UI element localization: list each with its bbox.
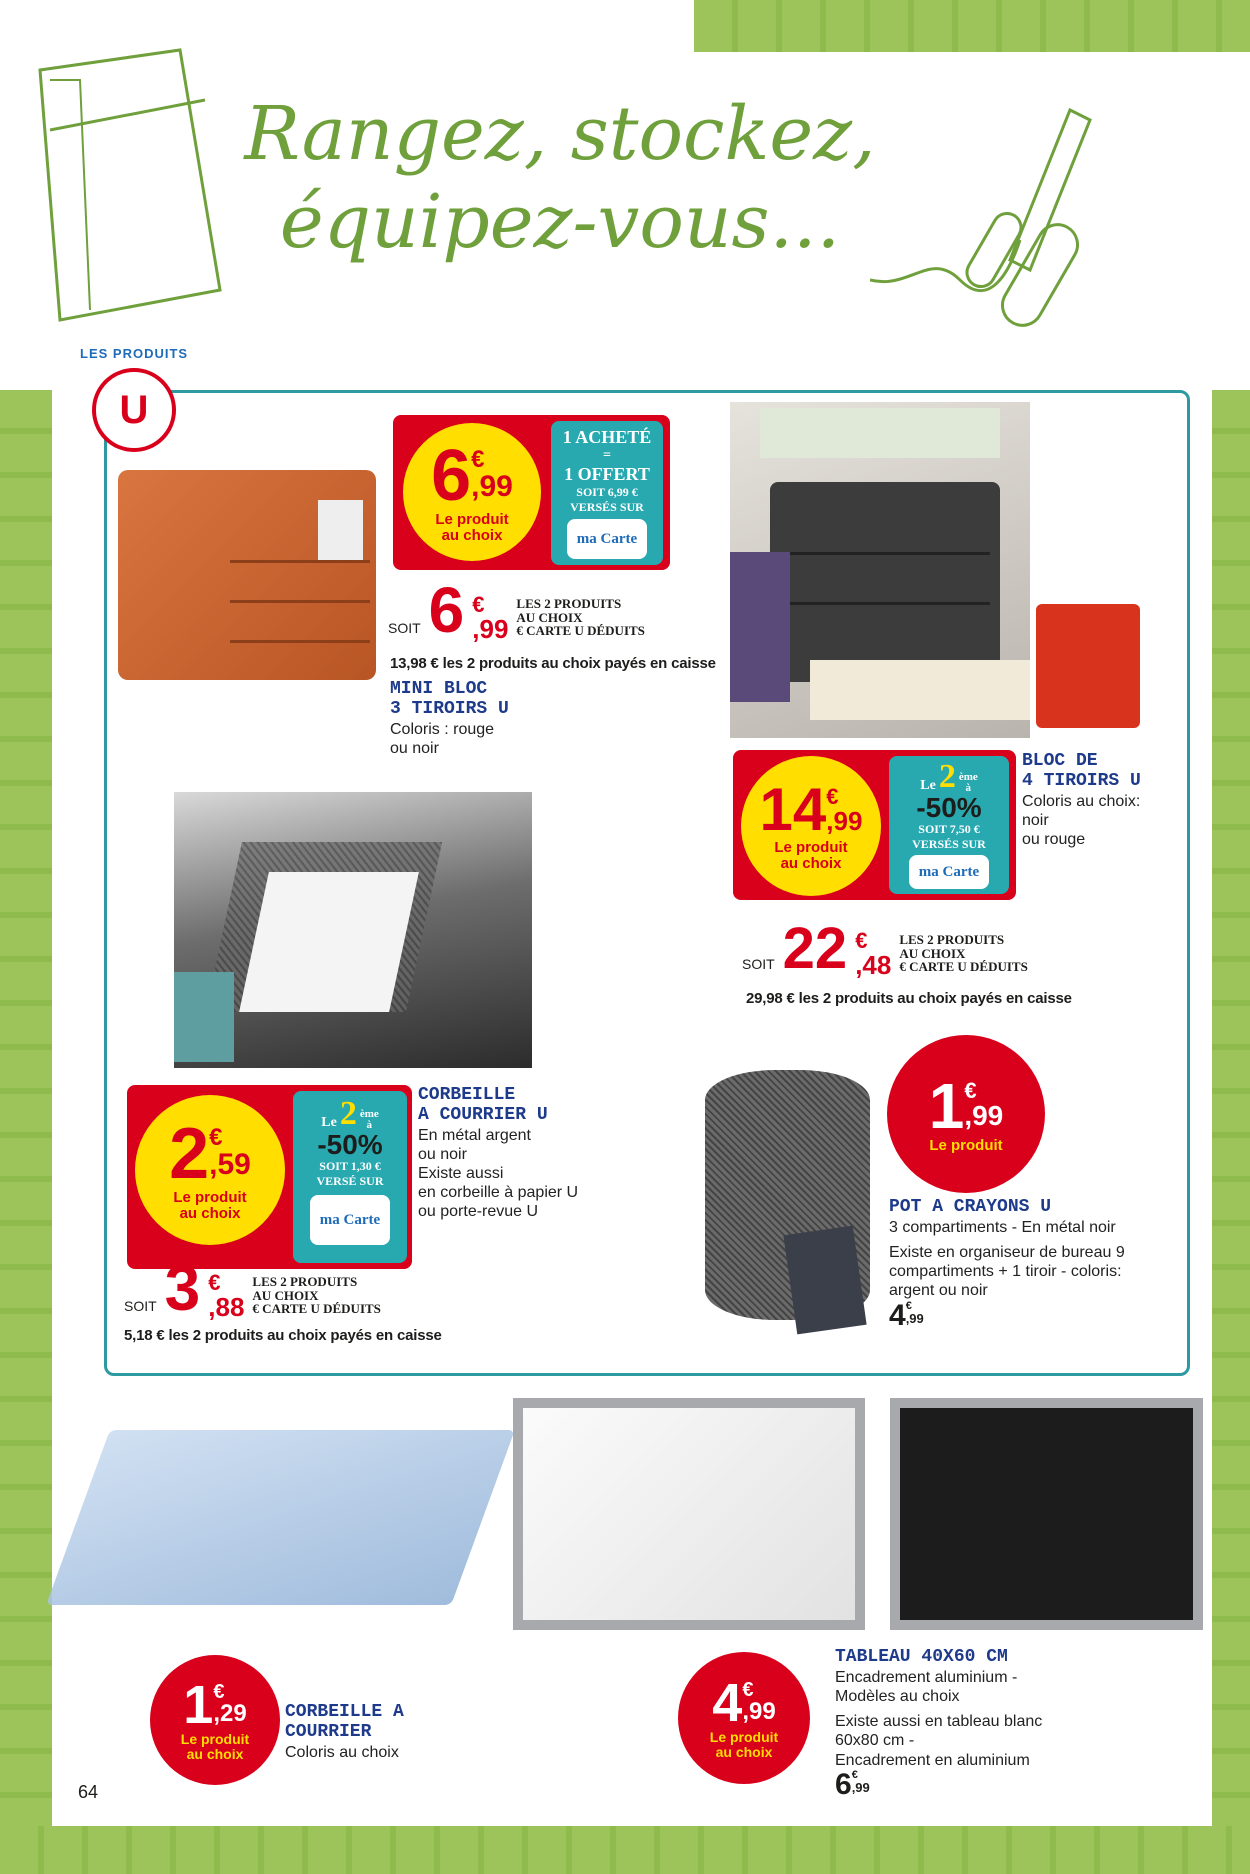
corbeille-title-1: CORBEILLE	[418, 1085, 516, 1105]
left-green-band	[0, 390, 52, 1870]
mini-bloc-price-circle	[403, 423, 541, 561]
corbeille-desc-2: ou noir	[418, 1145, 467, 1163]
net-price-dec: ,48	[855, 950, 892, 980]
bloc-4-offer-box	[889, 756, 1009, 894]
red-drawer-unit	[1036, 604, 1140, 728]
soit-label: SOIT	[124, 1298, 157, 1314]
headline-line-2: équipez-vous...	[279, 179, 841, 265]
mini-bloc-price-currency: €	[471, 446, 485, 474]
paper-sheet	[239, 872, 419, 1012]
brand-arc-text: LES PRODUITS	[80, 346, 189, 361]
mini-bloc-title-1: MINI BLOC	[390, 679, 488, 699]
net-price-currency: €	[855, 928, 868, 953]
net-note-1: LES 2 PRODUITS	[252, 1274, 358, 1290]
mini-bloc-price-badge	[393, 415, 670, 570]
cc-price-currency: €	[213, 1681, 225, 1704]
top-green-band	[694, 0, 1250, 52]
net-price-dec: ,99	[472, 614, 509, 644]
tableau-price-badge	[678, 1652, 810, 1784]
offer-line-3: SOIT 7,50 €	[918, 822, 980, 836]
offer-num: 2	[339, 1095, 357, 1132]
carte-u-icon: ma Carte	[567, 519, 647, 559]
tableau-price-currency: €	[742, 1679, 754, 1702]
tableau-title: TABLEAU 40X60 CM	[835, 1647, 1008, 1667]
carte-u-icon: ma Carte	[909, 855, 989, 889]
pot-text	[889, 1198, 1179, 1331]
net-note-3: € CARTE U DÉDUITS	[252, 1301, 381, 1317]
cc-price-int: 1	[183, 1675, 214, 1736]
mini-bloc-net-price	[388, 574, 645, 646]
net-note-3: € CARTE U DÉDUITS	[516, 623, 645, 639]
tableau-alt-price	[835, 1767, 1155, 1801]
page-headline	[200, 90, 920, 266]
bottom-green-band	[0, 1826, 1250, 1874]
corbeille-desc-1: En métal argent	[418, 1126, 531, 1144]
brand-logo	[92, 368, 176, 452]
net-note-2: AU CHOIX	[516, 609, 583, 625]
mini-bloc-offer-box	[551, 421, 663, 565]
tableau-desc-2: Modèles au choix	[835, 1687, 960, 1705]
carte-u-icon: ma Carte	[310, 1195, 390, 1245]
tableau-alt-currency: €	[851, 1768, 858, 1781]
offer-pct: -50%	[317, 1129, 383, 1160]
product-label	[318, 500, 363, 560]
offer-line-4: VERSÉ SUR	[316, 1174, 384, 1188]
notebook	[174, 972, 234, 1062]
soit-label: SOIT	[388, 620, 421, 636]
mini-bloc-desc-2: ou noir	[390, 739, 439, 757]
pot-title: POT A CRAYONS U	[889, 1197, 1052, 1217]
mini-bloc-price-dec: ,99	[471, 470, 513, 504]
offer-le: Le	[920, 778, 936, 793]
corbeille-courrier-price-badge	[150, 1655, 280, 1785]
cc-title-2: COURRIER	[285, 1721, 372, 1742]
pot-price-currency: €	[964, 1078, 977, 1104]
offer-a: à	[965, 782, 972, 794]
offer-line-2: 1 OFFERT	[564, 464, 650, 484]
cc-title-1: CORBEILLE A	[285, 1702, 404, 1722]
tableau-alt-dec: ,99	[851, 1779, 870, 1795]
cc-price-dec: ,29	[213, 1700, 247, 1728]
net-price-int: 22	[782, 916, 848, 981]
cc-price-unit: Le produit au choix	[180, 1731, 250, 1762]
corbeille-price-circle	[135, 1095, 285, 1245]
right-green-band	[1212, 390, 1250, 1870]
pot-price-dec: ,99	[964, 1100, 1004, 1132]
page-number: 64	[78, 1782, 99, 1802]
pot-desc-4: argent ou noir	[889, 1282, 988, 1300]
brand-logo-letter: U	[119, 387, 149, 432]
net-price-int: 3	[164, 1252, 201, 1324]
corbeille-offer-box	[293, 1091, 407, 1263]
headline-line-1: Rangez, stockez,	[244, 91, 876, 177]
pot-desc-2: Existe en organiseur de bureau 9	[889, 1243, 1125, 1261]
bloc-4-desc-1: Coloris au choix:	[1022, 792, 1141, 810]
bloc-4-price-badge	[733, 750, 1016, 900]
corbeille-price-dec: ,59	[209, 1148, 251, 1182]
offer-line-4: VERSÉS SUR	[570, 500, 644, 514]
bloc-4-text	[1022, 752, 1141, 849]
mini-bloc-price-int: 6	[431, 436, 472, 517]
offer-eme: ème	[359, 1108, 379, 1120]
offer-line-1: 1 ACHETÉ	[562, 427, 652, 447]
mini-bloc-image	[118, 470, 376, 680]
mini-bloc-title-2: 3 TIROIRS U	[390, 698, 509, 719]
whiteboard-image	[513, 1398, 865, 1630]
tableau-desc-4: 60x80 cm -	[835, 1732, 915, 1750]
plants	[760, 408, 1000, 458]
mini-bloc-price-unit: Le produit au choix	[435, 511, 509, 544]
corbeille-desc-5: ou porte-revue U	[418, 1203, 539, 1221]
offer-line-3: SOIT 1,30 €	[319, 1159, 381, 1173]
cc-desc-1: Coloris au choix	[285, 1743, 399, 1761]
net-price-currency: €	[472, 592, 485, 617]
offer-pct: -50%	[916, 792, 982, 823]
corbeille-courrier-image	[46, 1430, 515, 1605]
corbeille-price-int: 2	[169, 1114, 210, 1195]
pot-price-int: 1	[928, 1070, 965, 1143]
tableau-price-int: 4	[712, 1673, 743, 1734]
mini-bloc-paid-note: 13,98 € les 2 produits au choix payés en caisse	[390, 655, 716, 672]
pot-alt-price	[889, 1298, 1179, 1332]
net-price-dec: ,88	[208, 1292, 245, 1322]
offer-line-4: VERSÉS SUR	[912, 837, 986, 851]
net-note-2: AU CHOIX	[252, 1287, 319, 1303]
bloc-4-net-price	[742, 916, 1028, 981]
bloc-4-price-int: 14	[759, 776, 827, 844]
net-note-1: LES 2 PRODUITS	[899, 932, 1005, 948]
tableau-alt-int: 6	[835, 1767, 852, 1801]
pot-card	[783, 1226, 866, 1335]
bloc-4-title-2: 4 TIROIRS U	[1022, 770, 1141, 791]
bloc-4-price-circle	[741, 756, 881, 896]
corbeille-net-price	[124, 1252, 381, 1324]
corbeille-price-badge	[127, 1085, 412, 1269]
black-drawer-unit	[770, 482, 1000, 682]
net-price-currency: €	[208, 1270, 221, 1295]
bloc-4-price-currency: €	[826, 784, 839, 810]
bloc-4-desc-3: ou rouge	[1022, 830, 1086, 848]
tableau-text	[835, 1648, 1155, 1800]
corbeille-price-currency: €	[209, 1124, 223, 1152]
tableau-desc-3: Existe aussi en tableau blanc	[835, 1713, 1043, 1731]
corbeille-desc-3: Existe aussi	[418, 1164, 504, 1182]
mini-bloc-desc-1: Coloris : rouge	[390, 720, 495, 738]
bloc-4-price-unit: Le produit au choix	[774, 839, 848, 872]
net-price-int: 6	[428, 574, 465, 646]
offer-le: Le	[321, 1115, 337, 1130]
corbeille-paid-note: 5,18 € les 2 produits au choix payés en caisse	[124, 1327, 442, 1344]
pot-alt-int: 4	[889, 1298, 906, 1332]
offer-line-3: SOIT 6,99 €	[576, 485, 638, 499]
net-note-3: € CARTE U DÉDUITS	[899, 959, 1028, 975]
pot-price-badge	[887, 1035, 1045, 1193]
bloc-4-price-dec: ,99	[826, 806, 863, 837]
offer-eq: =	[603, 448, 611, 463]
bloc-4-desc-2: noir	[1022, 811, 1049, 829]
corbeille-title-2: A COURRIER U	[418, 1104, 548, 1125]
net-note-1: LES 2 PRODUITS	[516, 596, 622, 612]
corbeille-photo	[174, 792, 532, 1068]
blackboard-image	[890, 1398, 1203, 1630]
bloc-4-paid-note: 29,98 € les 2 produits au choix payés en caisse	[746, 990, 1072, 1007]
corbeille-desc-4: en corbeille à papier U	[418, 1184, 579, 1202]
pot-desc-3: compartiments + 1 tiroir - coloris:	[889, 1263, 1122, 1281]
pot-desc-1: 3 compartiments - En métal noir	[889, 1218, 1116, 1236]
pot-alt-currency: €	[905, 1299, 912, 1312]
tableau-desc-1: Encadrement aluminium -	[835, 1668, 1018, 1686]
corbeille-text	[418, 1086, 578, 1222]
net-note-2: AU CHOIX	[899, 945, 966, 961]
corbeille-courrier-text	[285, 1703, 404, 1762]
offer-eme: ème	[958, 771, 978, 783]
mini-bloc-text	[390, 680, 509, 758]
bloc-4-tiroirs-photo	[730, 402, 1030, 738]
corbeille-price-unit: Le produit au choix	[173, 1189, 247, 1222]
bloc-4-title-1: BLOC DE	[1022, 751, 1098, 771]
offer-a: à	[366, 1119, 373, 1131]
tableau-price-dec: ,99	[742, 1698, 776, 1726]
tablet	[730, 552, 790, 702]
tableau-desc-5: Encadrement en aluminium	[835, 1751, 1030, 1769]
pencils	[810, 660, 1030, 720]
soit-label: SOIT	[742, 956, 775, 972]
pot-price-unit: Le produit	[929, 1137, 1003, 1155]
offer-num: 2	[938, 758, 956, 795]
tableau-price-unit: Le produit au choix	[709, 1729, 779, 1760]
pot-alt-dec: ,99	[905, 1310, 924, 1326]
